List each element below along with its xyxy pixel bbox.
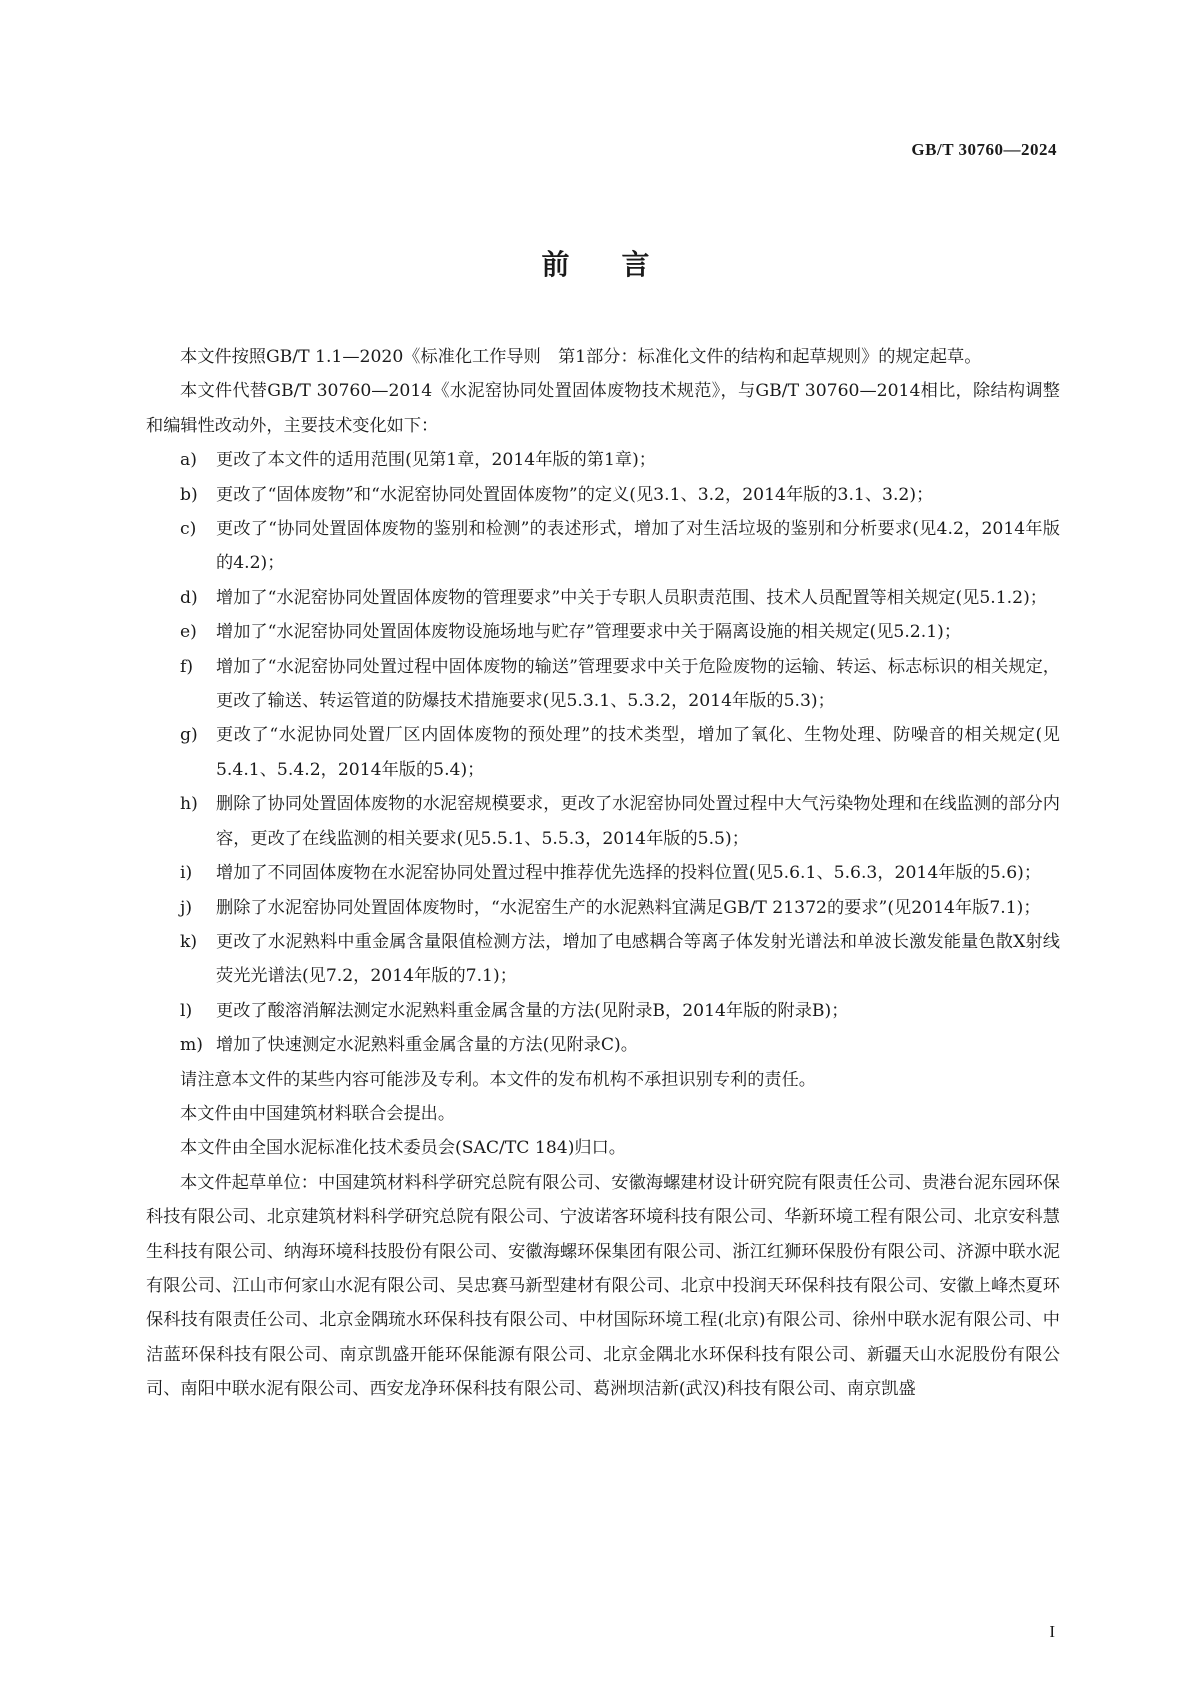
list-item-text: 增加了“水泥窑协同处置固体废物设施场地与贮存”管理要求中关于隔离设施的相关规定(见5.2.1)； (216, 622, 962, 643)
page-number: I (1049, 1622, 1055, 1641)
list-item-text: 删除了协同处置固体废物的水泥窑规模要求，更改了水泥窑协同处置过程中大气污染物处理和在线监测的部分内容，更改了在线监测的相关要求(见5.5.1、5.5.3，2014年版的5.5)； (216, 794, 1060, 849)
list-item (146, 615, 1060, 649)
list-item (146, 787, 1060, 856)
list-item-label: g) (180, 725, 198, 746)
list-item-label: b) (180, 484, 198, 505)
paragraph: 本文件按照GB/T 1.1—2020《标准化工作导则 第1部分：标准化文件的结构和起草规则》的规定起草。 (180, 347, 982, 367)
list-item-text: 增加了“水泥窑协同处置固体废物的管理要求”中关于专职人员职责范围、技术人员配置等相关规定(见5.1.2)； (216, 587, 1047, 608)
page-title: 前言 (541, 248, 702, 281)
drafting-units: 本文件起草单位：中国建筑材料科学研究总院有限公司、安徽海螺建材设计研究院有限责任公司、贵港台泥东园环保科技有限公司、北京建筑材料科学研究总院有限公司、宁波诺客环境科技有限公司、华新环境工程有限公司、北京安科慧生科技有限公司、纳海环境科技股份有限公司、安徽海螺环保集团有限公司、浙江红狮环保股份有限公司、济源中联水泥有限公司、江山市何家山水泥有限公司、吴忠赛马新型建材有限公司、北京中投润天环保科技有限公司、安徽上峰杰夏环保科技有限责任公司、北京金隅琉水环保科技有限公司、中材国际环境工程(北京)有限公司、徐州中联水泥有限公司、中洁蓝环保科技有限公司、南京凯盛开能环保能源有限公司、北京金隅北水环保科技有限公司、新疆天山水泥股份有限公司、南阳中联水泥有限公司、西安龙净环保科技有限公司、葛洲坝洁新(武汉)科技有限公司、南京凯盛 (146, 1172, 1060, 1400)
list-item (146, 443, 1060, 477)
foreword-body (146, 340, 1060, 1407)
paragraph: 本文件代替GB/T 30760—2014《水泥窑协同处置固体废物技术规范》，与GB/T 30760—2014相比，除结构调整和编辑性改动外，主要技术变化如下： (146, 381, 1060, 436)
list-item (146, 1028, 1060, 1062)
standard-code: GB/T 30760—2024 (911, 140, 1057, 159)
list-item-text: 更改了本文件的适用范围(见第1章，2014年版的第1章)； (216, 450, 656, 471)
proposer-statement: 本文件由中国建筑材料联合会提出。 (180, 1103, 456, 1124)
list-item-text: 更改了“固体废物”和“水泥窑协同处置固体废物”的定义(见3.1、3.2，2014年版的3.1、3.2)； (216, 484, 934, 505)
list-item-text: 更改了“水泥协同处置厂区内固体废物的预处理”的技术类型，增加了氧化、生物处理、防噪音的相关规定(见5.4.1、5.4.2，2014年版的5.4)； (216, 725, 1060, 780)
list-item (146, 994, 1060, 1028)
list-item-label: d) (180, 587, 198, 608)
list-item-label: i) (180, 863, 193, 884)
list-item-text: 增加了“水泥窑协同处置过程中固体废物的输送”管理要求中关于危险废物的运输、转运、标志标识的相关规定，更改了输送、转运管道的防爆技术措施要求(见5.3.1、5.3.2，2014年版的5.3)； (216, 656, 1060, 712)
list-item (146, 512, 1060, 581)
list-item-text: 增加了不同固体废物在水泥窑协同处置过程中推荐优先选择的投料位置(见5.6.1、5.6.3，2014年版的5.6)； (216, 863, 1042, 884)
committee-statement: 本文件由全国水泥标准化技术委员会(SAC/TC 184)归口。 (180, 1138, 626, 1159)
list-item-text: 更改了水泥熟料中重金属含量限值检测方法，增加了电感耦合等离子体发射光谱法和单波长激发能量色散X射线荧光光谱法(见7.2，2014年版的7.1)； (216, 931, 1060, 987)
list-item (146, 650, 1060, 719)
list-item-text: 更改了酸溶消解法测定水泥熟料重金属含量的方法(见附录B，2014年版的附录B)； (216, 1000, 849, 1021)
list-item-label: f) (180, 656, 194, 677)
patent-notice: 请注意本文件的某些内容可能涉及专利。本文件的发布机构不承担识别专利的责任。 (180, 1069, 816, 1090)
list-item-text: 删除了水泥窑协同处置固体废物时，“水泥窑生产的水泥熟料宜满足GB/T 21372的要求”(见2014年版7.1)； (216, 897, 1041, 918)
list-item (146, 925, 1060, 994)
changes-list (146, 443, 1060, 1062)
list-item (146, 718, 1060, 787)
list-item-text: 更改了“协同处置固体废物的鉴别和检测”的表述形式，增加了对生活垃圾的鉴别和分析要求(见4.2，2014年版的4.2)； (216, 519, 1060, 574)
list-item-label: h) (180, 794, 198, 815)
list-item-text: 增加了快速测定水泥熟料重金属含量的方法(见附录C)。 (216, 1035, 638, 1056)
list-item (146, 581, 1060, 615)
list-item-label: c) (180, 519, 197, 540)
list-item-label: e) (180, 622, 197, 643)
list-item-label: j) (180, 897, 193, 918)
list-item (146, 478, 1060, 512)
list-item-label: a) (180, 450, 197, 471)
list-item (146, 856, 1060, 890)
list-item-label: l) (180, 1000, 193, 1021)
list-item (146, 891, 1060, 925)
list-item-label: m) (180, 1035, 204, 1056)
list-item-label: k) (180, 931, 198, 952)
